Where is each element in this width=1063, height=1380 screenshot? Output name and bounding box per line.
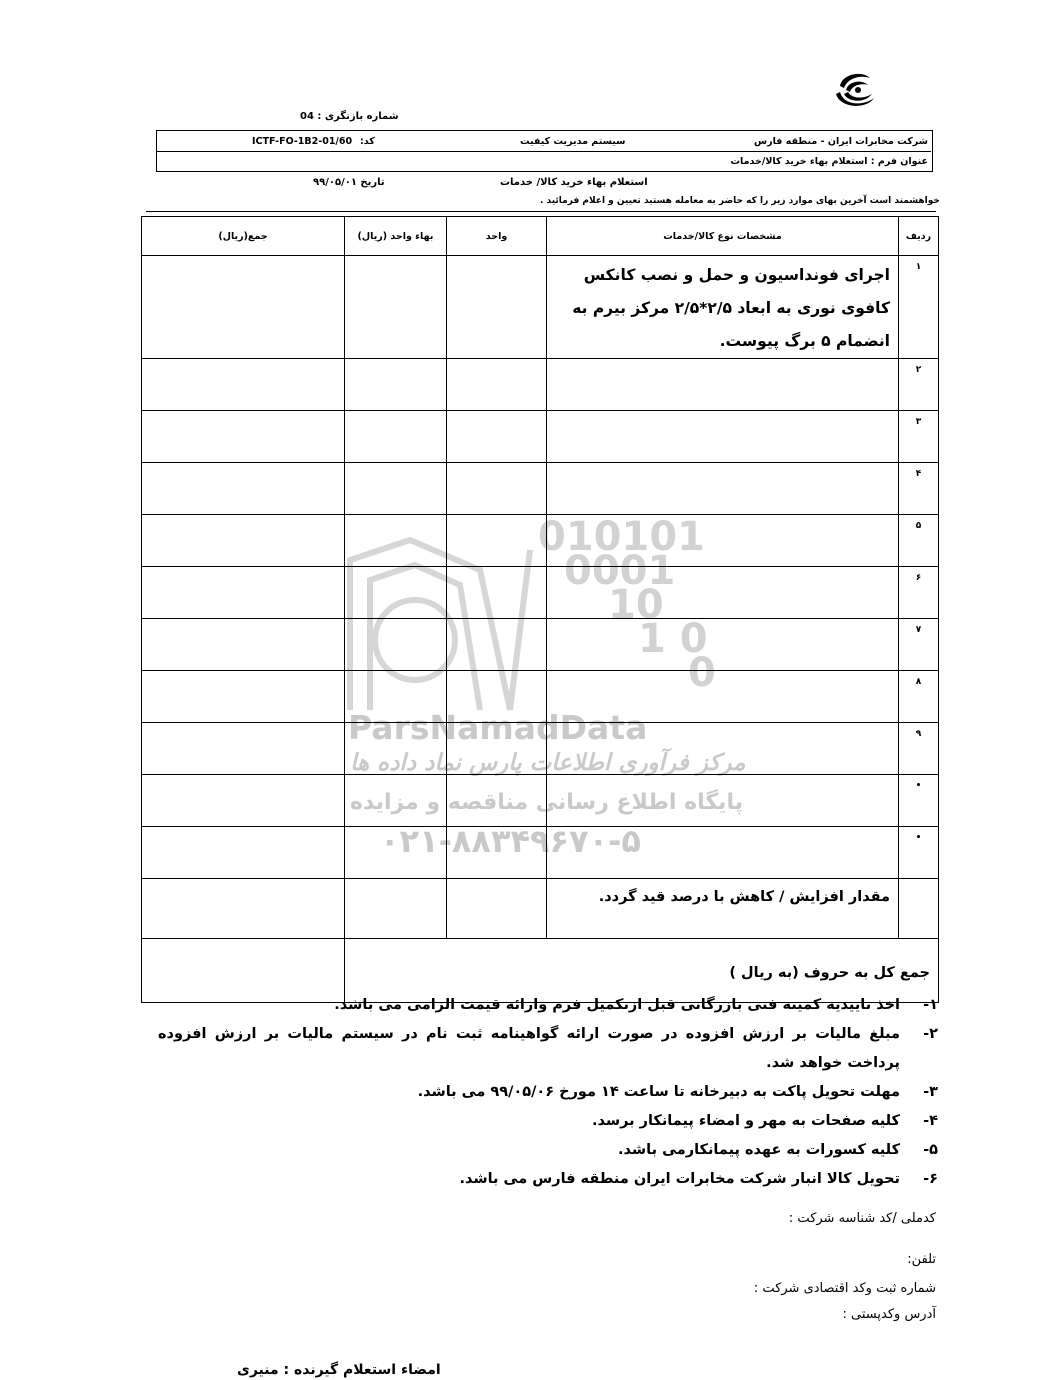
revision-number: شماره بازنگری : 04 (300, 111, 399, 122)
unit-price-cell[interactable] (345, 827, 447, 879)
unit-cell[interactable] (447, 567, 547, 619)
inquiry-date (313, 177, 385, 188)
unit-price-cell[interactable] (345, 515, 447, 567)
unit-price-cell[interactable] (345, 463, 447, 515)
header-unit-price: بهاء واحد (ریال) (345, 217, 447, 256)
total-cell[interactable] (142, 515, 345, 567)
request-text: خواهشمند است آخرین بهای موارد زیر را که حاضر به معامله هستید تعیین و اعلام فرمائید . (540, 196, 940, 206)
unit-cell[interactable] (447, 619, 547, 671)
row-number: ۵ (899, 515, 939, 567)
total-cell[interactable] (142, 567, 345, 619)
row-description[interactable] (547, 463, 899, 515)
total-cell[interactable] (142, 671, 345, 723)
unit-price-cell[interactable] (345, 619, 447, 671)
row-description: اجرای فونداسیون و حمل و نصب کانکس کافوی نوری به ابعاد ۲/۵*۲/۵ مرکز بیرم به انضمام ۵ برگ پیوست. (547, 256, 899, 359)
note-text: اخذ تاییدیه کمیته فنی بازرگانی قبل ازتکمیل فرم وارائه قیمت الزامی می باشد. (334, 997, 900, 1013)
note-number: ۵- (923, 1142, 938, 1158)
signature-label: امضاء استعلام گیرنده : منیری (237, 1362, 441, 1378)
unit-cell[interactable] (447, 879, 547, 939)
row-number: ۶ (899, 567, 939, 619)
table-row (142, 411, 939, 463)
watermark-binary-line: 10 (608, 582, 664, 628)
unit-cell[interactable] (447, 463, 547, 515)
price-inquiry-table (141, 216, 939, 1003)
unit-price-cell[interactable] (345, 671, 447, 723)
note-number: ۳- (923, 1084, 938, 1100)
table-row (142, 775, 939, 827)
table-row (142, 619, 939, 671)
unit-cell[interactable] (447, 515, 547, 567)
table-row (142, 256, 939, 359)
company-name: شرکت مخابرات ایران - منطقه فارس (754, 136, 928, 147)
total-cell[interactable] (142, 359, 345, 411)
row-description[interactable] (547, 411, 899, 463)
watermark-brand: ParsNamadData (348, 708, 648, 747)
row-number: • (899, 775, 939, 827)
table-header-row (142, 217, 939, 256)
form-title: عنوان فرم : استعلام بهاء خرید کالا/خدمات (730, 156, 928, 167)
total-cell[interactable] (142, 619, 345, 671)
unit-cell[interactable] (447, 671, 547, 723)
address-field[interactable]: آدرس وکدپستی : (842, 1307, 936, 1322)
header-unit: واحد (447, 217, 547, 256)
header-total: جمع(ریال) (142, 217, 345, 256)
increase-note: مقدار افزایش / کاهش با درصد قید گردد. (547, 879, 899, 939)
row-number: ۳ (899, 411, 939, 463)
row-number: ۷ (899, 619, 939, 671)
header-row-number: ردیف (899, 217, 939, 256)
watermark-binary-line: 0001 (564, 548, 676, 594)
total-cell[interactable] (142, 879, 345, 939)
note-number: ۱- (923, 997, 938, 1013)
header-spec: مشخصات نوع کالا/خدمات (547, 217, 899, 256)
row-number: ۲ (899, 359, 939, 411)
unit-price-cell[interactable] (345, 256, 447, 359)
note-number: ۶- (923, 1171, 938, 1187)
note-number: ۴- (923, 1113, 938, 1129)
table-row (142, 723, 939, 775)
header-divider (156, 151, 931, 152)
unit-price-cell[interactable] (345, 567, 447, 619)
unit-cell[interactable] (447, 411, 547, 463)
watermark-binary-line: 0 (688, 650, 716, 696)
grand-total-label: جمع کل به حروف (به ریال ) (345, 939, 939, 1003)
total-cell[interactable] (142, 827, 345, 879)
unit-cell[interactable] (447, 775, 547, 827)
form-code: ICTF-FO-1B2-01/60 (252, 136, 353, 147)
phone-field[interactable]: تلفن: (907, 1252, 936, 1267)
note-text: کلیه صفحات به مهر و امضاء پیمانکار برسد. (591, 1113, 900, 1129)
table-row (142, 515, 939, 567)
national-id-field[interactable]: کدملی /کد شناسه شرکت : (788, 1211, 936, 1226)
date-label: تاریخ (360, 177, 385, 188)
note-text: مهلت تحویل پاکت به دبیرخانه تا ساعت ۱۴ مورخ ۹۹/۰۵/۰۶ می باشد. (417, 1084, 900, 1100)
watermark-line1: مرکز فرآوری اطلاعات پارس نماد داده ها (350, 750, 746, 776)
unit-price-cell[interactable] (345, 359, 447, 411)
conditions-list (158, 991, 938, 1194)
table-row (142, 463, 939, 515)
separator-line (146, 211, 936, 212)
total-cell[interactable] (142, 723, 345, 775)
list-item (158, 1020, 938, 1078)
row-description[interactable] (547, 619, 899, 671)
unit-price-cell[interactable] (345, 723, 447, 775)
unit-price-cell[interactable] (345, 775, 447, 827)
watermark-binary-line: 010101 (538, 514, 705, 560)
list-item (158, 1136, 938, 1165)
table-row (142, 567, 939, 619)
note-text: مبلغ مالیات بر ارزش افزوده در صورت ارائه گواهینامه ثبت نام در سیستم مالیات بر ارزش افزوده پرداخت خواهد شد. (158, 1026, 900, 1071)
row-description[interactable] (547, 567, 899, 619)
note-row-number (899, 879, 939, 939)
note-text: تحویل کالا انبار شرکت مخابرات ایران منطقه فارس می باشد. (459, 1171, 900, 1187)
row-number: ۴ (899, 463, 939, 515)
unit-cell[interactable] (447, 256, 547, 359)
list-item (158, 1078, 938, 1107)
total-cell[interactable] (142, 411, 345, 463)
inquiry-title: استعلام بهاء خرید کالا/ خدمات (500, 177, 648, 188)
watermark-binary-line: 1 0 (638, 616, 708, 662)
row-number: ۱ (899, 256, 939, 359)
row-description[interactable] (547, 359, 899, 411)
row-description[interactable] (547, 515, 899, 567)
code-label: کد: (360, 136, 375, 147)
unit-price-cell[interactable] (345, 879, 447, 939)
row-description[interactable] (547, 671, 899, 723)
row-description[interactable] (547, 723, 899, 775)
note-text: کلیه کسورات به عهده پیمانکارمی باشد. (618, 1142, 900, 1158)
list-item (158, 1107, 938, 1136)
row-number: ۹ (899, 723, 939, 775)
total-cell[interactable] (142, 775, 345, 827)
increase-note-row (142, 879, 939, 939)
list-item (158, 1165, 938, 1194)
table-row (142, 359, 939, 411)
registration-field[interactable]: شماره ثبت وکد اقتصادی شرکت : (753, 1281, 936, 1296)
system-name: سیستم مدیریت کیفیت (520, 136, 626, 147)
company-logo-icon (832, 68, 878, 108)
unit-cell[interactable] (447, 723, 547, 775)
unit-price-cell[interactable] (345, 411, 447, 463)
row-description[interactable] (547, 827, 899, 879)
row-number: ۸ (899, 671, 939, 723)
unit-cell[interactable] (447, 827, 547, 879)
table-row (142, 827, 939, 879)
note-number: ۲- (923, 1026, 938, 1042)
table-row (142, 671, 939, 723)
watermark-phone: ۰۲۱-۸۸۳۴۹۶۷۰-۵ (380, 822, 641, 860)
row-description[interactable] (547, 775, 899, 827)
row-number: • (899, 827, 939, 879)
total-cell[interactable] (142, 463, 345, 515)
total-cell[interactable] (142, 256, 345, 359)
list-item (158, 991, 938, 1020)
unit-cell[interactable] (447, 359, 547, 411)
watermark-line2: پایگاه اطلاع رسانی مناقصه و مزایده (350, 790, 743, 815)
date-value: ۹۹/۰۵/۰۱ (313, 177, 357, 188)
